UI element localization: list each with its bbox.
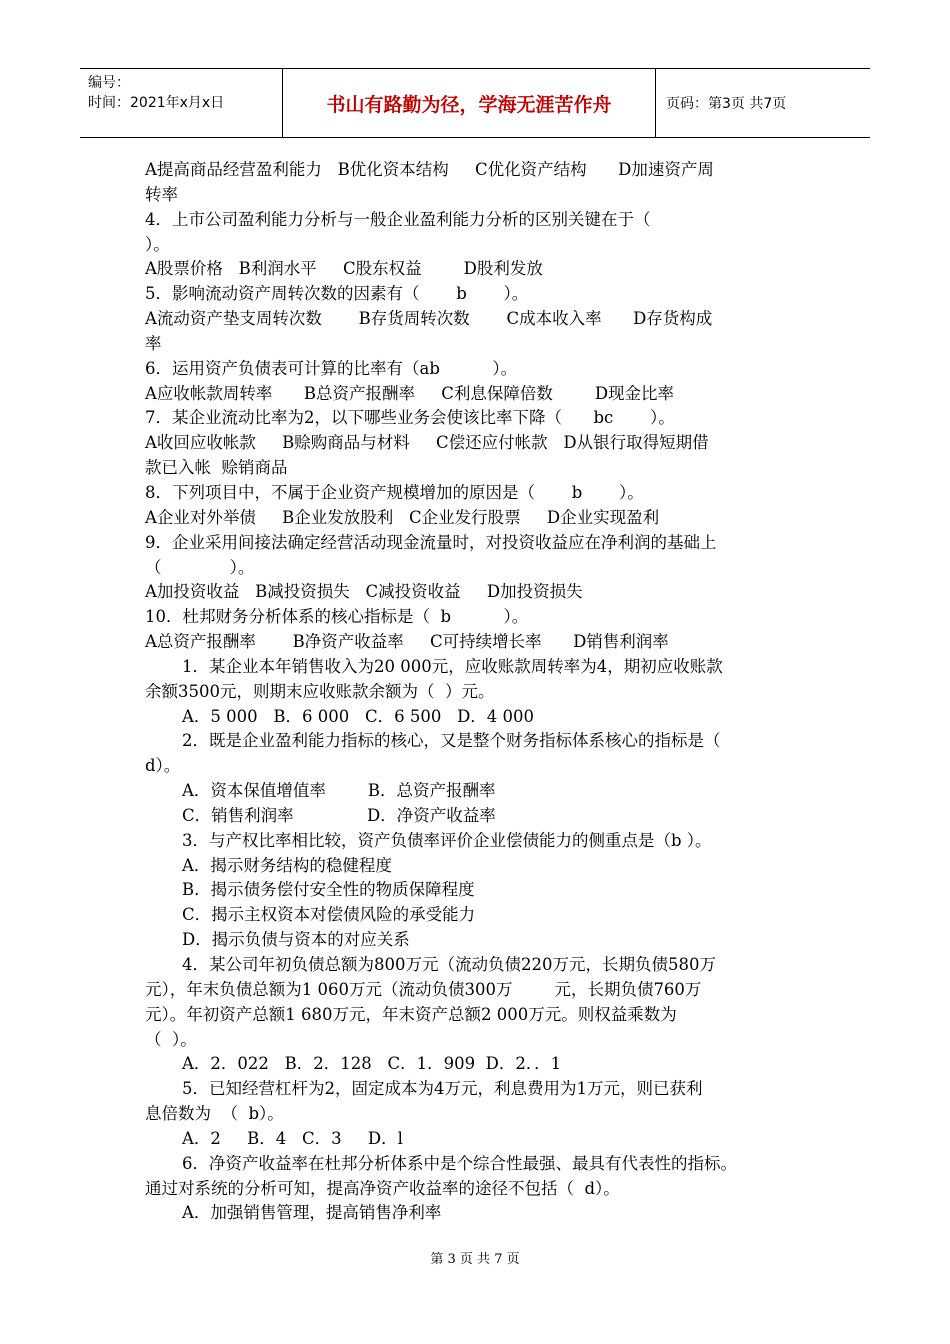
text-line: A．加强销售管理，提高销售净利率 bbox=[182, 1203, 442, 1223]
text-line: 通过对系统的分析可知，提高净资产收益率的途径不包括（ d）。 bbox=[145, 1178, 620, 1198]
text-line: （ ）。 bbox=[145, 1029, 197, 1049]
text-line: 3．与产权比率相比较，资产负债率评价企业偿债能力的侧重点是（b ）。 bbox=[182, 830, 712, 850]
document-date-label: 时间：2021年x月x日 bbox=[88, 95, 225, 111]
text-line: 5．影响流动资产周转次数的因素有（ b ）。 bbox=[145, 284, 529, 304]
text-line: 6．运用资产负债表可计算的比率有（ab ）。 bbox=[145, 358, 518, 378]
text-line: 4．上市公司盈利能力分析与一般企业盈利能力分析的区别关键在于（ bbox=[145, 209, 651, 229]
text-line: A股票价格 B利润水平 C股东权益 D股利发放 bbox=[145, 259, 543, 279]
text-line: A提高商品经营盈利能力 B优化资本结构 C优化资产结构 D加速资产周 bbox=[145, 160, 714, 179]
text-line: 转率 bbox=[145, 184, 178, 204]
text-line: C．销售利润率 D．净资产收益率 bbox=[182, 805, 496, 825]
header-page-info: 页码：第3页 共7页 bbox=[666, 96, 787, 112]
text-line: 5．已知经营杠杆为2，固定成本为4万元，利息费用为1万元，则已获利 bbox=[182, 1079, 703, 1099]
text-line: 余额3500元，则期末应收账款余额为（ ）元。 bbox=[145, 681, 495, 701]
text-line: 7．某企业流动比率为2，以下哪些业务会使该比率下降（ bc ）。 bbox=[145, 408, 675, 428]
text-line: A企业对外举债 B企业发放股利 C企业发行股票 D企业实现盈利 bbox=[145, 507, 660, 527]
page-footer: 第 3 页 共 7 页 bbox=[430, 1252, 520, 1267]
text-line: 9．企业采用间接法确定经营活动现金流量时，对投资收益应在净利润的基础上 bbox=[145, 532, 717, 552]
text-line: ）。 bbox=[145, 234, 170, 254]
text-line: 元），年末负债总额为1 060万元（流动负债300万 元，长期负债760万 bbox=[145, 979, 702, 999]
text-line: 1．某企业本年销售收入为20 000元，应收账款周转率为4，期初应收账款 bbox=[182, 656, 723, 676]
text-line: C．揭示主权资本对偿债风险的承受能力 bbox=[182, 905, 476, 925]
text-line: A应收帐款周转率 B总资产报酬率 C利息保障倍数 D现金比率 bbox=[145, 383, 675, 403]
text-line: A总资产报酬率 B净资产收益率 C可持续增长率 D销售利润率 bbox=[145, 632, 669, 652]
text-line: A．揭示财务结构的稳健程度 bbox=[182, 855, 392, 875]
header-meta bbox=[80, 69, 283, 137]
text-line: A．资本保值增值率 B．总资产报酬率 bbox=[182, 781, 496, 801]
text-line: A．2．022 B．2．128 C．1．909 D．2．．1 bbox=[182, 1054, 562, 1074]
text-line: 10．杜邦财务分析体系的核心指标是（ b ）。 bbox=[145, 607, 529, 627]
text-line: D．揭示负债与资本的对应关系 bbox=[182, 930, 410, 950]
text-line: B．揭示债务偿付安全性的物质保障程度 bbox=[182, 880, 475, 900]
text-line: 息倍数为 （ b）。 bbox=[145, 1104, 284, 1124]
text-line: 2．既是企业盈利能力指标的核心，又是整个财务指标体系核心的指标是（ bbox=[182, 731, 721, 751]
text-line: A．5 000 B．6 000 C．6 500 D．4 000 bbox=[182, 706, 535, 726]
text-line: 率 bbox=[145, 333, 162, 353]
text-line: A流动资产垫支周转次数 B存货周转次数 C成本收入率 D存货构成 bbox=[145, 309, 713, 329]
text-line: A收回应收帐款 B赊购商品与材料 C偿还应付帐款 D从银行取得短期借 bbox=[145, 433, 709, 453]
document-body bbox=[145, 158, 810, 1226]
text-line: A．2 B．4 C．3 D．l bbox=[182, 1128, 403, 1148]
text-line: （ ）。 bbox=[145, 557, 255, 577]
text-line: 4．某公司年初负债总额为800万元（流动负债220万元，长期负债580万 bbox=[182, 955, 716, 974]
text-line: d）。 bbox=[145, 756, 181, 776]
text-line: A加投资收益 B减投资损失 C减投资收益 D加投资损失 bbox=[145, 582, 583, 602]
text-line: 8．下列项目中，不属于企业资产规模增加的原因是（ b ）。 bbox=[145, 482, 644, 502]
text-line: 6．净资产收益率在杜邦分析体系中是个综合性最强、最具有代表性的指标。 bbox=[182, 1153, 737, 1173]
page-header bbox=[80, 68, 870, 138]
header-motto: 书山有路勤为径，学海无涯苦作舟 bbox=[283, 69, 656, 137]
document-number-label: 编号： bbox=[88, 75, 130, 91]
text-line: 元）。年初资产总额1 680万元，年末资产总额2 000万元。则权益乘数为 bbox=[145, 1004, 677, 1024]
text-line: 款已入帐 赊销商品 bbox=[145, 458, 288, 478]
